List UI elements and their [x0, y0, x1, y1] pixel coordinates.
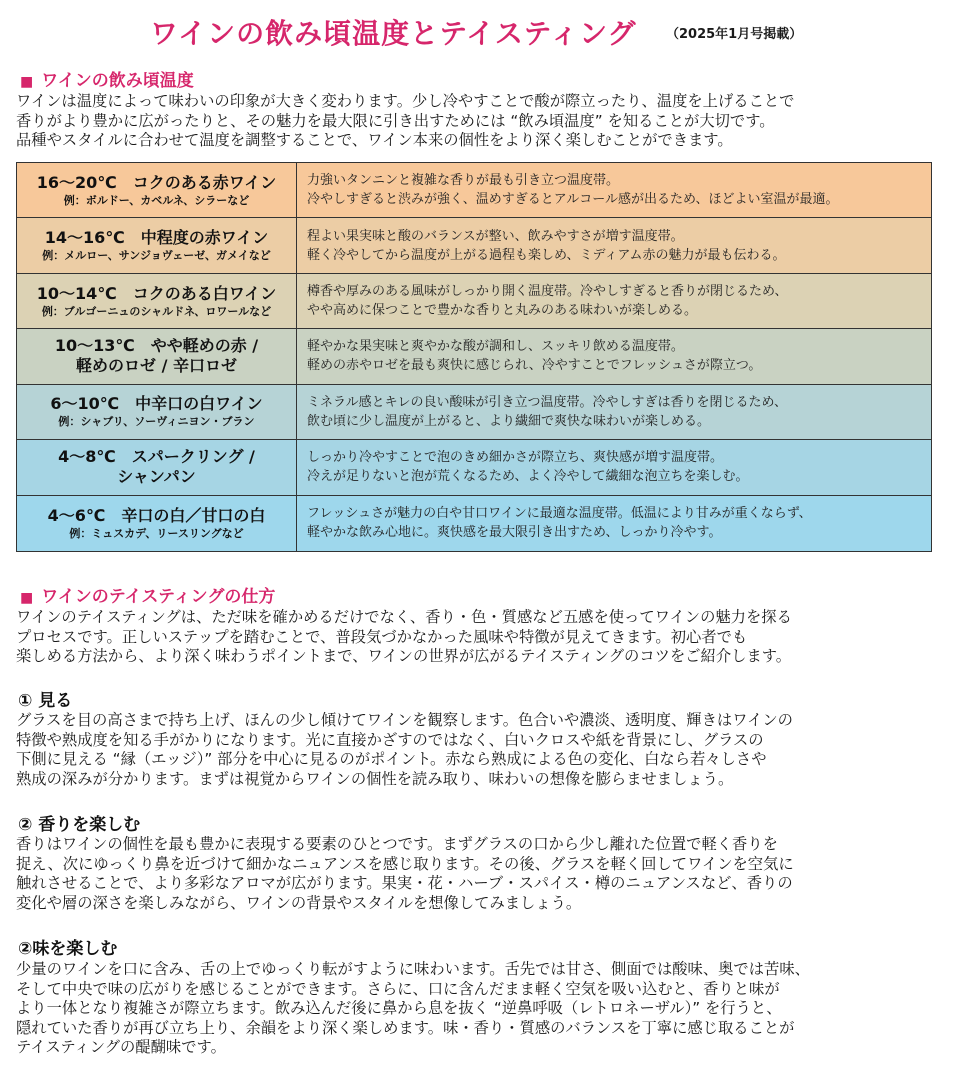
- step-line: 触れさせることで、より多彩なアロマが広がります。果実・花・ハーブ・スパイス・樽のニュアンスなど、香りの: [16, 874, 793, 892]
- square-bullet-icon: ■: [20, 590, 34, 606]
- temperature-wine-example: 例：メルロー、サンジョヴェーゼ、ガメイなど: [42, 249, 271, 263]
- step-line: 下側に見える “縁（エッジ）” 部分を中心に見るのがポイント。赤なら熟成による色の変化、白なら若々しさや: [16, 750, 767, 768]
- temperature-description-cell: [297, 163, 931, 217]
- temperature-row: [17, 163, 931, 218]
- section-heading-serving-temperature: [20, 66, 194, 91]
- temperature-description-cell: [297, 218, 931, 272]
- temperature-wine-name: 16～20℃ コクのある赤ワイン: [36, 172, 277, 192]
- temperature-description-line: 飲む頃に少し温度が上がると、より繊細で爽快な味わいが楽しめる。: [307, 413, 711, 429]
- temperature-description-line: 軽やかな飲み心地に。爽快感を最大限引き出すため、しっかり冷やす。: [307, 525, 722, 541]
- temperature-wine-example: 例：ボルドー、カベルネ、シラーなど: [63, 193, 250, 207]
- temperature-description-cell: [297, 274, 931, 328]
- step-line: グラスを目の高さまで持ち上げ、ほんの少し傾けてワインを観察します。色合いや濃淡、透明度、輝きはワインの: [16, 711, 793, 729]
- temperature-wine-cell: [17, 274, 297, 328]
- temperature-wine-name-line2: 軽めのロゼ / 辛口ロゼ: [76, 356, 237, 376]
- temperature-wine-name: 4～8℃ スパークリング /: [58, 447, 255, 467]
- temperature-row: [17, 218, 931, 273]
- step-line: より一体となり複雑さが際立ちます。飲み込んだ後に鼻から息を抜く “逆鼻呼吸（レトロネーザル）” を行うと、: [16, 999, 782, 1017]
- temperature-wine-example: 例：ブルゴーニュのシャルドネ、ロワールなど: [41, 304, 272, 318]
- temperature-description-line: 樽香や厚みのある風味がしっかり開く温度帯。冷やしすぎると香りが閉じるため、: [307, 284, 788, 300]
- temperature-description-line: 冷えが足りないと泡が荒くなるため、よく冷やして繊細な泡立ちを楽しむ。: [307, 469, 749, 485]
- temperature-wine-cell: [17, 329, 297, 383]
- temperature-row: [17, 329, 931, 384]
- step-heading-taste: ②味を楽しむ: [18, 939, 118, 959]
- step-line: 隠れていた香りが再び立ち上り、余韻をより深く楽しめます。味・香り・質感のバランスを丁寧に感じ取ることが: [16, 1018, 795, 1037]
- intro-line: 香りがより豊かに広がったりと、その魅力を最大限に引き出すためには “飲み頃温度” を知ることが大切です。: [16, 111, 775, 130]
- temperature-wine-name: 14～16℃ 中程度の赤ワイン: [44, 228, 269, 248]
- temperature-description-line: ミネラル感とキレの良い酸味が引き立つ温度帯。冷やしすぎは香りを閉じるため、: [307, 394, 787, 410]
- temperature-wine-name: 10～13℃ やや軽めの赤 /: [54, 336, 259, 356]
- temperature-row: [17, 274, 931, 329]
- temperature-description-line: 軽やかな果実味と爽やかな酸が調和し、スッキリ飲める温度帯。: [307, 339, 684, 355]
- temperature-table: [16, 162, 932, 552]
- temperature-description-cell: [297, 496, 931, 551]
- step-aroma-text: [16, 835, 944, 913]
- temperature-description-line: 冷やしすぎると渋みが強く、温めすぎるとアルコール感が出るため、ほどよい室温が最適。: [307, 192, 839, 208]
- step-heading-aroma: ② 香りを楽しむ: [18, 815, 141, 835]
- temperature-wine-name-line2: シャンパン: [117, 467, 196, 487]
- step-line: テイスティングの醍醐味です。: [16, 1038, 226, 1056]
- temperature-row: [17, 440, 931, 495]
- section-heading-text: ワインのテイスティングの仕方: [41, 587, 276, 607]
- temperature-description-line: やや高めに保つことで豊かな香りと丸みのある味わいが楽しめる。: [307, 303, 698, 319]
- page-title: ワインの飲み頃温度とテイスティング: [150, 17, 637, 50]
- step-line: そして中央で味の広がりを感じることができます。さらに、口に含んだまま軽く空気を吸い込むと、香りと味が: [16, 979, 780, 998]
- temperature-description-line: フレッシュさが魅力の白や甘口ワインに最適な温度帯。低温により甘みが重くならず、: [307, 506, 812, 522]
- temperature-wine-cell: [17, 440, 297, 494]
- temperature-description-cell: [297, 329, 931, 383]
- section-heading-tasting: [20, 582, 275, 607]
- step-heading-look: ① 見る: [18, 691, 73, 711]
- temperature-description-cell: [297, 440, 931, 494]
- intro-line: プロセスです。正しいステップを踏むことで、普段気づかなかった風味や特徴が見えてきます。初心者でも: [16, 627, 748, 646]
- temperature-row: [17, 385, 931, 440]
- temperature-description-line: しっかり冷やすことで泡のきめ細かさが際立ち、爽快感が増す温度帯。: [307, 450, 724, 466]
- title-row: [0, 10, 960, 50]
- temperature-wine-cell: [17, 163, 297, 217]
- temperature-description-line: 力強いタンニンと複雑な香りが最も引き立つ温度帯。: [307, 173, 620, 189]
- issue-note: （2025年1月号掲載）: [666, 27, 803, 42]
- temperature-description-cell: [297, 385, 931, 439]
- temperature-description-line: 軽めの赤やロゼを最も爽快に感じられ、冷やすことでフレッシュさが際立つ。: [307, 358, 762, 374]
- section-heading-text: ワインの飲み頃温度: [41, 71, 194, 91]
- intro-line: 品種やスタイルに合わせて温度を調整することで、ワイン本来の個性をより深く楽しむことができます。: [16, 131, 733, 149]
- temperature-wine-cell: [17, 496, 297, 551]
- intro-line: ワインは温度によって味わいの印象が大きく変わります。少し冷やすことで酸が際立ったり、温度を上げることで: [16, 92, 795, 110]
- temperature-wine-example: 例：ミュスカデ、リースリングなど: [69, 526, 244, 540]
- step-line: 熟成の深みが分かります。まずは視覚からワインの個性を読み取り、味わいの想像を膨らませましょう。: [16, 769, 734, 788]
- temperature-wine-cell: [17, 385, 297, 439]
- temperature-row: [17, 496, 931, 551]
- temperature-description-line: 程よい果実味と酸のバランスが整い、飲みやすさが増す温度帯。: [307, 228, 684, 244]
- section1-intro: [16, 92, 944, 151]
- intro-line: ワインのテイスティングは、ただ味を確かめるだけでなく、香り・色・質感など五感を使ってワインの魅力を探る: [16, 608, 792, 626]
- step-line: 特徴や熟成度を知る手がかりになります。光に直接かざすのではなく、白いクロスや紙を背景にし、グラスの: [16, 730, 764, 749]
- section2-intro: [16, 608, 944, 667]
- temperature-wine-cell: [17, 218, 297, 272]
- square-bullet-icon: ■: [20, 74, 34, 90]
- step-line: 少量のワインを口に含み、舌の上でゆっくり転がすように味わいます。舌先では甘さ、側面では酸味、奥では苦味、: [16, 960, 810, 978]
- temperature-wine-example: 例：シャブリ、ソーヴィニヨン・ブラン: [58, 415, 255, 429]
- temperature-wine-name: 6～10℃ 中辛口の白ワイン: [50, 394, 263, 414]
- temperature-wine-name: 10～14℃ コクのある白ワイン: [36, 283, 277, 303]
- step-taste-text: [16, 960, 944, 1058]
- temperature-description-line: 軽く冷やしてから温度が上がる過程も楽しめ、ミディアム赤の魅力が最も伝わる。: [307, 247, 786, 263]
- step-line: 捉え、次にゆっくり鼻を近づけて細かなニュアンスを感じ取ります。その後、グラスを軽く回してワインを空気に: [16, 854, 794, 873]
- step-line: 香りはワインの個性を最も豊かに表現する要素のひとつです。まずグラスの口から少し離れた位置で軽く香りを: [16, 835, 778, 853]
- step-look-text: [16, 711, 944, 789]
- temperature-wine-name: 4～6℃ 辛口の白／甘口の白: [47, 505, 266, 525]
- intro-line: 楽しめる方法から、より深く味わうポイントまで、ワインの世界が広がるテイスティングのコツをご紹介します。: [16, 647, 792, 665]
- step-line: 変化や層の深さを楽しみながら、ワインの背景やスタイルを想像してみましょう。: [16, 893, 582, 912]
